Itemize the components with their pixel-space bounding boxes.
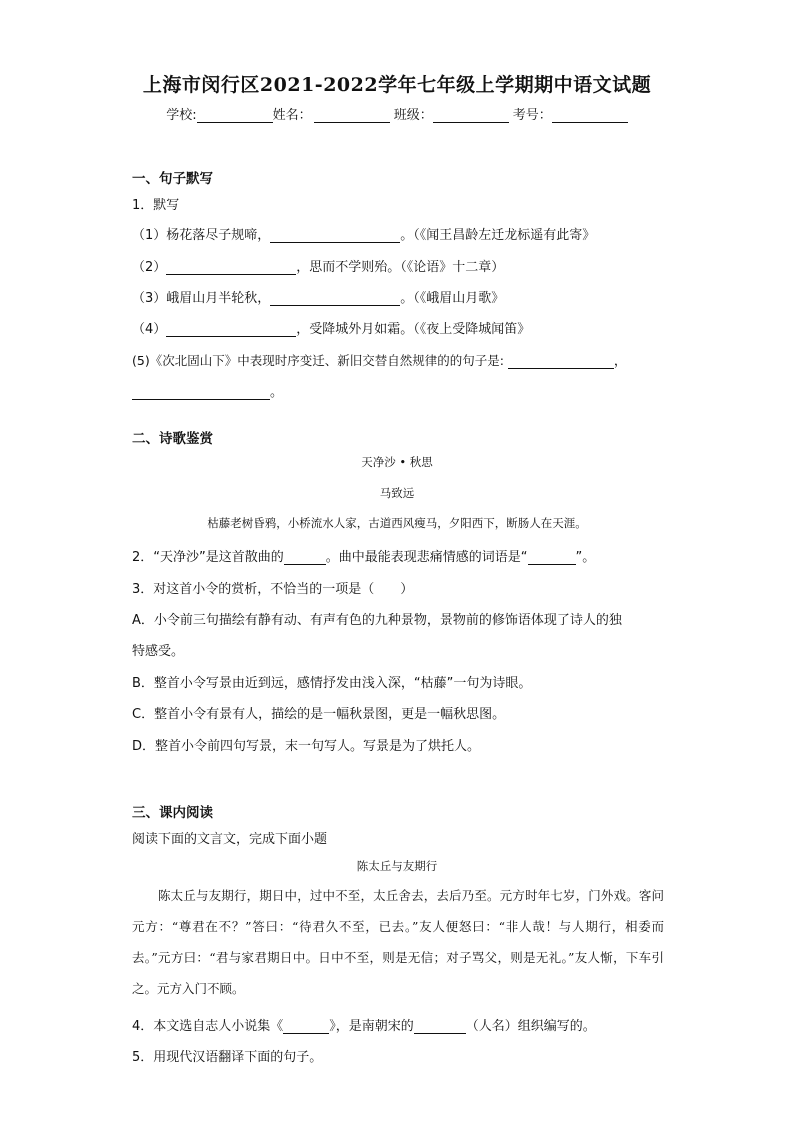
school-label: 学校:	[166, 108, 197, 123]
option-a-line1: A．小令前三句描绘有静有动、有声有色的九种景物，景物前的修饰语体现了诗人的独	[132, 613, 622, 628]
q4-text-b: 》，是南朝宋的	[329, 1019, 414, 1034]
q1-item-5	[132, 350, 627, 369]
student-info-line	[0, 104, 794, 123]
passage-title: 陈太丘与友期行	[356, 859, 438, 873]
poem-text: 枯藤老树昏鸦，小桥流水人家，古道西风瘦马，夕阳西下，断肠人在天涯。	[207, 516, 587, 530]
item-text-before: 杨花落尽子规啼，	[166, 228, 271, 243]
q2-text-b: 。曲中最能表现悲痛情感的词语是“	[325, 550, 528, 565]
item5-comma: ，	[613, 354, 627, 369]
name-label: 姓名：	[272, 108, 312, 123]
answer-blank[interactable]	[528, 550, 576, 565]
answer-blank[interactable]	[283, 1019, 329, 1034]
q2-text-a: 2．“天净沙”是这首散曲的	[132, 550, 284, 565]
item-text-before: 峨眉山月半轮秋，	[166, 291, 271, 306]
q4-text-a: 4．本文选自志人小说集《	[132, 1019, 284, 1034]
answer-blank[interactable]	[508, 354, 614, 369]
option-a-line2: 特感受。	[132, 644, 185, 659]
option-b: B．整首小令写景由近到远，感情抒发由浅入深，“枯藤”一句为诗眼。	[132, 676, 532, 691]
q1-item-2	[132, 256, 504, 275]
number-label: 考号：	[512, 108, 552, 123]
item5-end: 。	[270, 385, 284, 400]
section2-heading: 二、诗歌鉴赏	[132, 431, 213, 447]
answer-blank[interactable]	[132, 385, 270, 400]
item-number: （1）	[132, 228, 167, 243]
item-number: （3）	[132, 291, 167, 306]
number-blank[interactable]	[552, 108, 628, 123]
q1-item-3	[132, 287, 504, 306]
option-d: D．整首小令前四句写景，末一句写人。写景是为了烘托人。	[132, 739, 481, 754]
poem-author: 马致远	[379, 486, 415, 500]
passage-text	[132, 880, 664, 1004]
answer-blank[interactable]	[166, 322, 296, 337]
page-title: 上海市闵行区2021-2022学年七年级上学期期中语文试题	[142, 74, 652, 96]
section3-heading: 三、课内阅读	[132, 805, 213, 821]
item-number: （4）	[132, 322, 167, 337]
item-text-after: 。（《峨眉山月歌》	[400, 291, 505, 306]
item-text-after: ，思而不学则殆。（《论语》十二章）	[296, 260, 505, 275]
q1-label: 1．默写	[132, 198, 180, 213]
q4-text-c: （人名）组织编写的。	[465, 1019, 596, 1034]
class-blank[interactable]	[433, 108, 509, 123]
item-number: （2）	[132, 260, 167, 275]
answer-blank[interactable]	[270, 291, 400, 306]
reading-instruction: 阅读下面的文言文，完成下面小题	[132, 832, 328, 847]
q3: 3．对这首小令的赏析，不恰当的一项是（ ）	[132, 582, 414, 597]
passage-paragraph: 陈太丘与友期行，期日中，过中不至，太丘舍去，去后乃至。元方时年七岁，门外戏。客问元方：“尊君在不？”答曰：“待君久不至，已去。”友人便怒曰：“非人哉！与人期行，相委而去。”元方曰：“君与家君期日中。日中不至，则是无信；对子骂父，则是无礼。”友人惭，下车引之。元方入门不顾。	[132, 888, 664, 996]
answer-blank[interactable]	[414, 1019, 466, 1034]
answer-blank[interactable]	[270, 228, 400, 243]
answer-blank[interactable]	[284, 550, 326, 565]
q2	[132, 546, 595, 565]
item5-text: (5)《次北固山下》中表现时序变迁、新旧交替自然规律的的句子是:	[132, 353, 504, 368]
q1-item-4	[132, 318, 530, 337]
answer-blank[interactable]	[166, 260, 296, 275]
q2-text-c: ”。	[575, 550, 596, 565]
school-blank[interactable]	[197, 108, 273, 123]
q4	[132, 1015, 596, 1034]
q1-item-1	[132, 224, 595, 243]
q1-item-5-cont	[132, 381, 283, 400]
item-text-after: 。（《闻王昌龄左迁龙标遥有此寄》	[400, 228, 596, 243]
poem-title: 天净沙 • 秋思	[361, 455, 433, 469]
name-blank[interactable]	[314, 108, 390, 123]
item-text-after: ，受降城外月如霜。（《夜上受降城闻笛》	[296, 322, 531, 337]
q5: 5．用现代汉语翻译下面的句子。	[132, 1050, 323, 1065]
option-c: C．整首小令有景有人，描绘的是一幅秋景图，更是一幅秋思图。	[132, 707, 506, 722]
class-label: 班级：	[393, 108, 433, 123]
section1-heading: 一、句子默写	[132, 171, 213, 187]
